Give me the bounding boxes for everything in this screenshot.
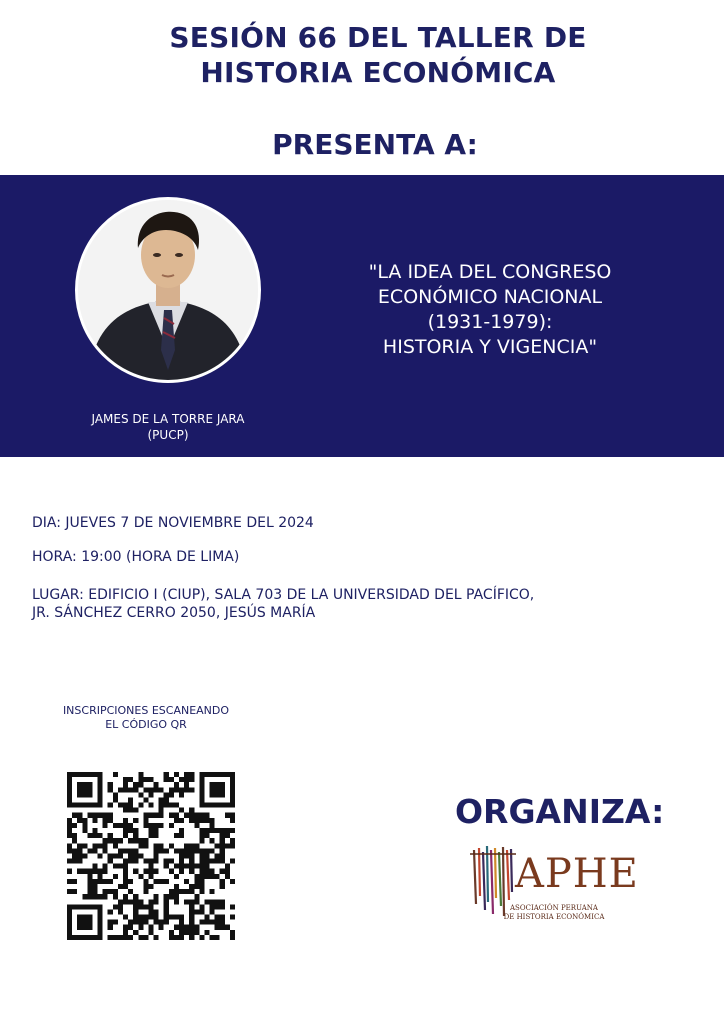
logo-wordmark: APHE [515, 851, 639, 897]
title-line-1: SESIÓN 66 DEL TALLER DE [169, 21, 587, 54]
registration-line-1: INSCRIPCIONES ESCANEANDO [62, 704, 230, 717]
registration-line-2: EL CÓDIGO QR [105, 718, 187, 731]
talk-title-line-3: (1931-1979): [427, 311, 553, 333]
talk-title-line-1: "LA IDEA DEL CONGRESO [368, 261, 612, 283]
talk-title-line-2: ECONÓMICO NACIONAL [377, 286, 603, 308]
speaker-portrait-icon [78, 200, 258, 380]
title-line-2: HISTORIA ECONÓMICA [200, 56, 556, 89]
logo-subtitle-line-2: DE HISTORIA ECONÓMICA [503, 913, 605, 921]
speaker-caption [68, 411, 268, 443]
qr-code-icon[interactable] [67, 772, 235, 940]
speaker-photo [75, 197, 261, 383]
event-place-line-1: LUGAR: EDIFICIO I (CIUP), SALA 703 DE LA UNIVERSIDAD DEL PACÍFICO, [32, 587, 535, 603]
event-time: HORA: 19:00 (HORA DE LIMA) [32, 549, 240, 565]
speaker-name: JAMES DE LA TORRE JARA [91, 412, 245, 426]
speaker-affiliation: (PUCP) [147, 428, 189, 442]
page-title [0, 20, 724, 90]
event-place-line-2: JR. SÁNCHEZ CERRO 2050, JESÚS MARÍA [32, 605, 316, 621]
talk-title-line-4: HISTORIA Y VIGENCIA" [382, 336, 598, 358]
event-day: DIA: JUEVES 7 DE NOVIEMBRE DEL 2024 [32, 515, 314, 531]
talk-title [330, 260, 650, 360]
event-place [32, 586, 534, 622]
presenta-heading: PRESENTA A: [272, 128, 478, 161]
organizer-label: ORGANIZA: [455, 792, 665, 831]
logo-subtitle-line-1: ASOCIACIÓN PERUANA [510, 904, 598, 912]
logo-subtitle [498, 904, 610, 922]
registration-caption [50, 704, 242, 732]
